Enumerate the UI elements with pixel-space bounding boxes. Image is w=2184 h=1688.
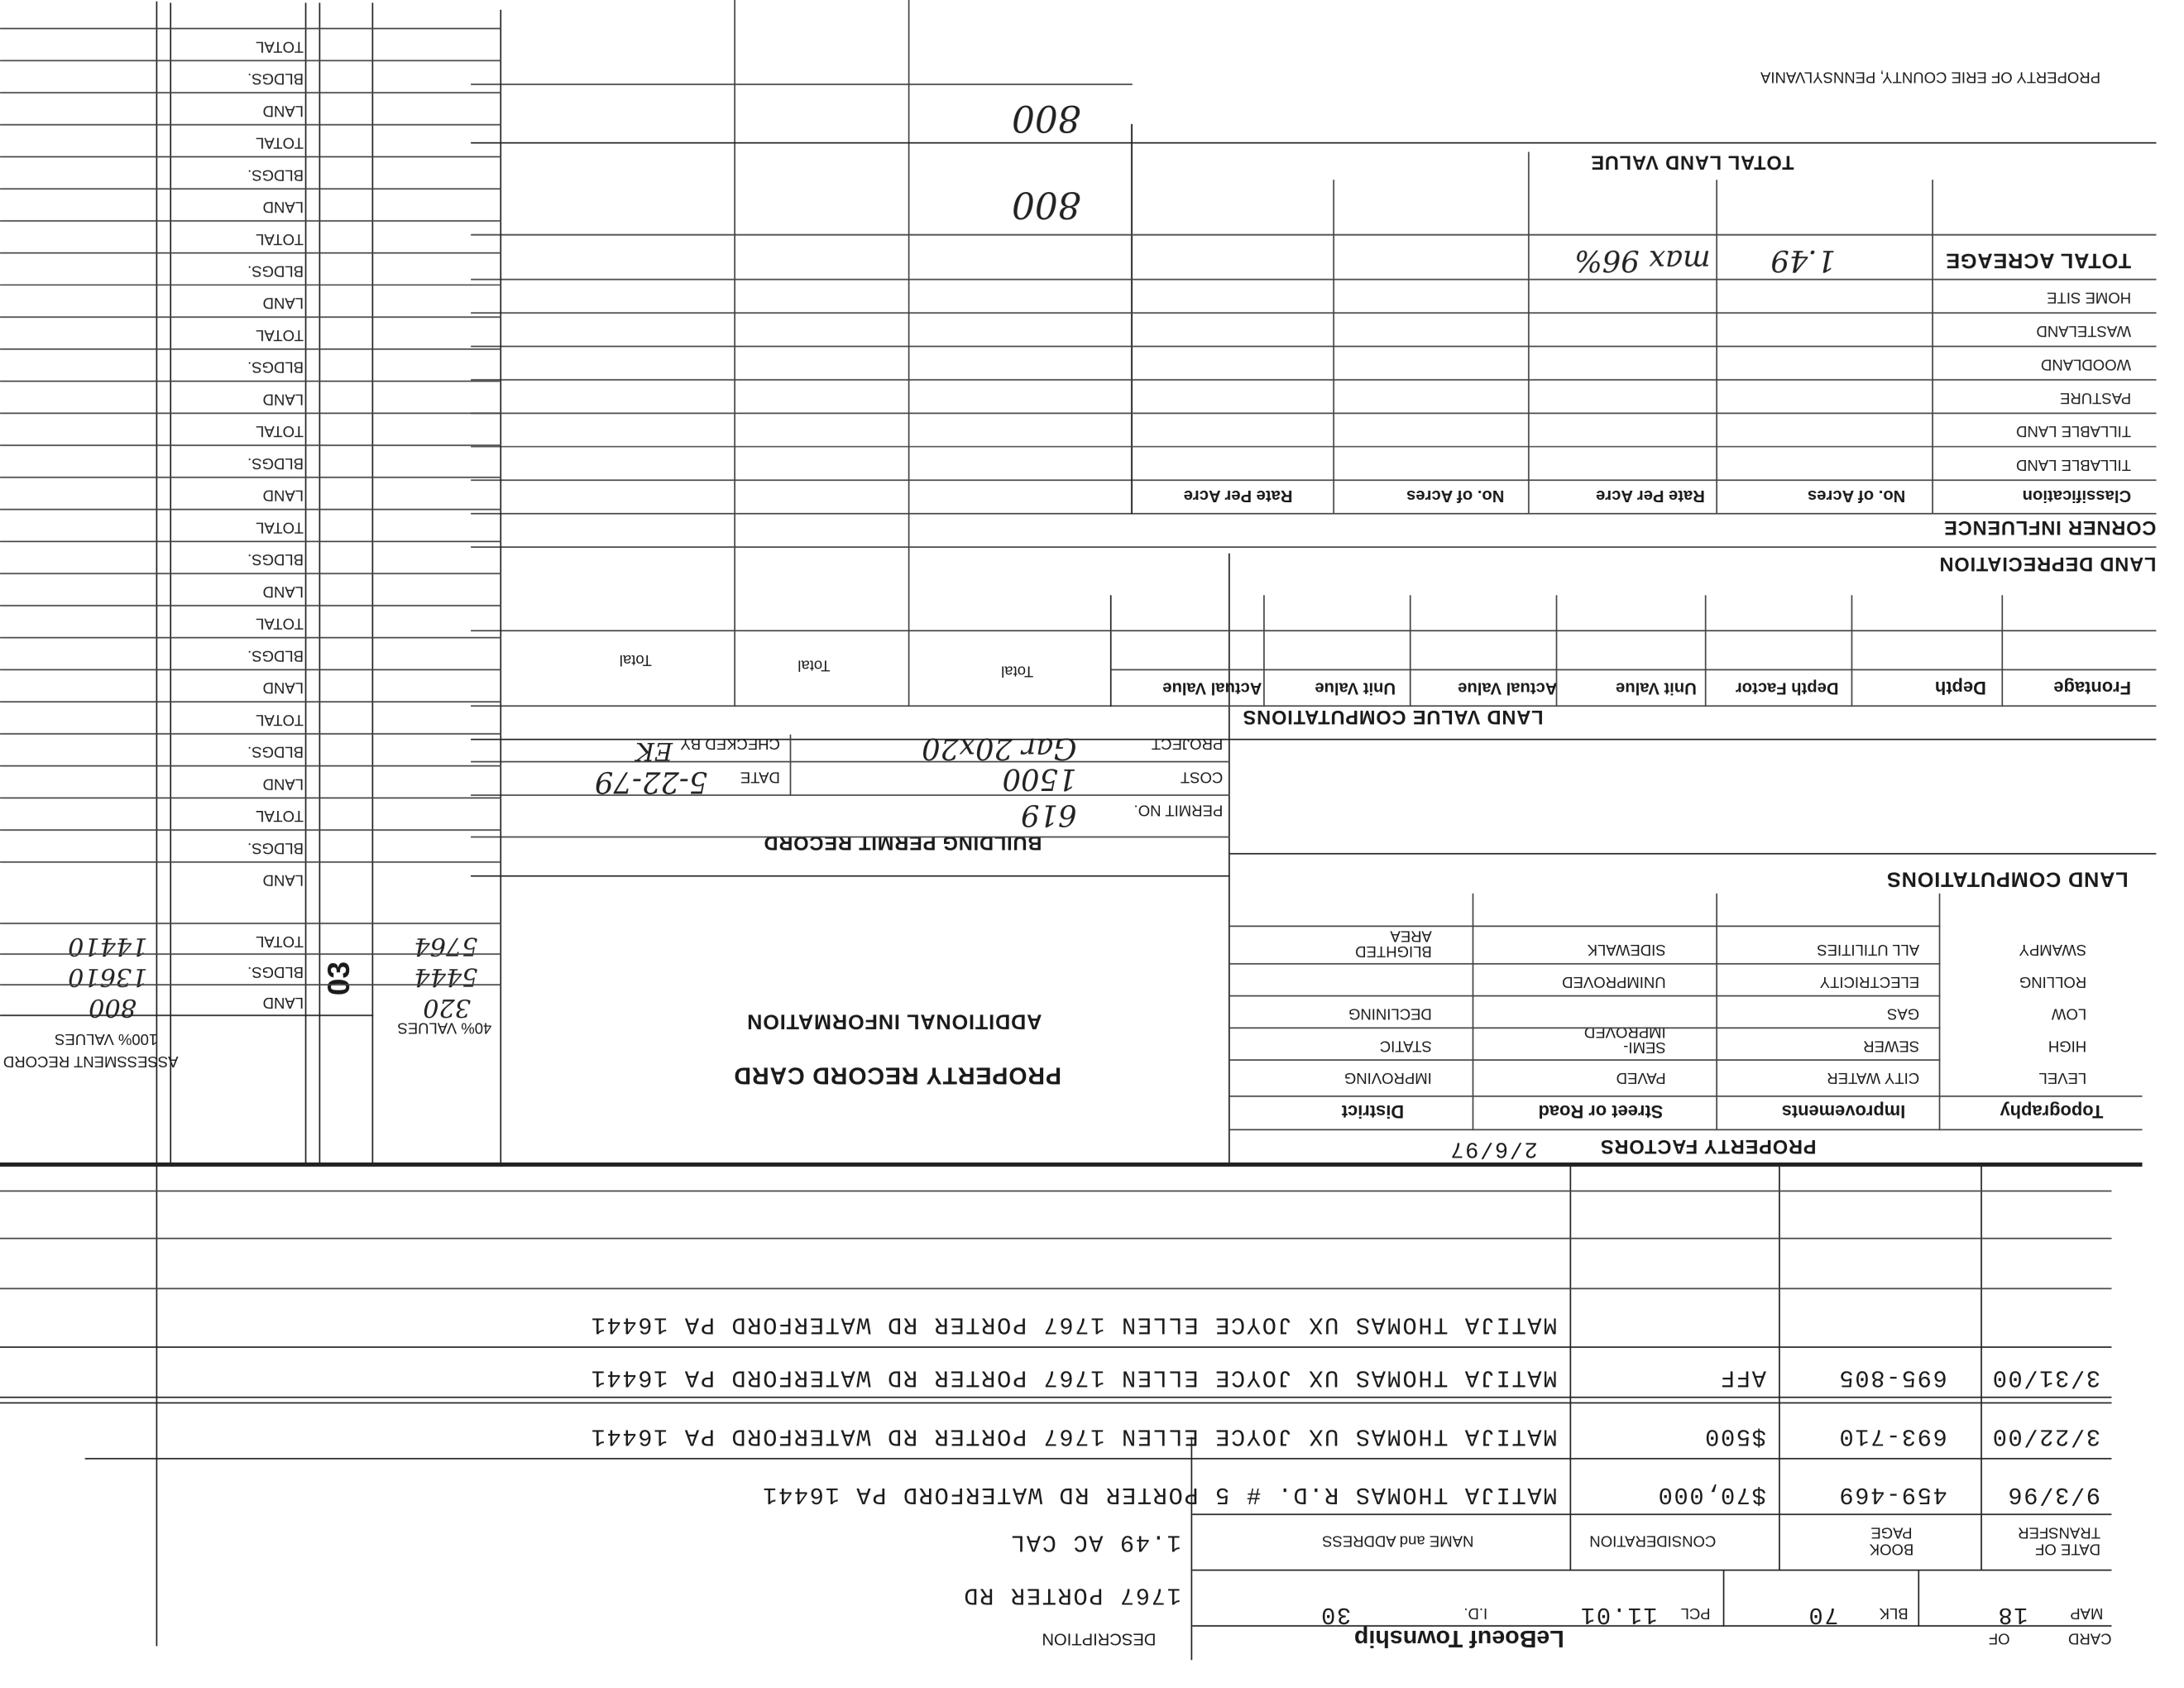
ledger-row-label: TOTAL [256,229,304,247]
street-header: Street or Road [1538,1101,1664,1123]
of-label: OF [1988,1629,2010,1647]
land-value-amount: 800 [1011,96,1081,138]
rule [0,1397,2111,1398]
divider [1570,1167,1572,1571]
map-value: 18 [1996,1599,2028,1627]
improvement-item: GAS [1887,1005,1920,1022]
divider [1410,595,1411,707]
improvement-item: ALL UTILITIES [1817,941,1920,958]
topography-item: LEVEL [2038,1069,2087,1086]
rule [471,446,2156,448]
topography-item: LOW [2051,1005,2087,1022]
rule [1192,1570,2111,1571]
pct100-label: 100% VALUES [55,1029,158,1048]
total-acreage-note: max 96% [1574,243,1711,278]
district-header: District [1341,1101,1405,1123]
rule [0,923,501,924]
rule [1230,1059,1941,1061]
rule [471,630,2156,631]
ledger-rule [0,509,501,511]
ledger-rule [0,60,501,61]
improvement-item: SEWER [1863,1037,1920,1054]
rule [471,84,1133,85]
divider [500,10,501,1167]
ledger-rule [0,733,501,735]
ledger-rule [0,573,501,574]
divider [1723,1571,1725,1626]
total-land-value-label: TOTAL LAND VALUE [1590,151,1794,175]
name-address-header: NAME and ADDRESS [1322,1532,1474,1549]
ledger-row-label: BLDGS. [247,165,304,183]
ledger-rule [0,285,501,286]
property-factors-title: PROPERTY FACTORS [1600,1135,1817,1158]
ledger-row-label: TOTAL [256,37,304,55]
year-marker: 03 [321,961,357,996]
rule [471,794,1230,796]
frontage-header: Frontage [2053,677,2132,698]
date-label: DATE [740,768,780,785]
pct100-value: 13610 [68,961,148,991]
checked-by-value: EK [635,736,673,765]
rule [1230,995,1941,997]
acres-header: No. of Acres [1808,486,1906,506]
rule [471,234,2156,236]
unit-value-header: Unit Value [1315,679,1396,698]
topography-item: ROLLING [2019,972,2087,990]
transfer-date-header: DATE OF TRANSFER [2018,1523,2101,1557]
id-value: 30 [1320,1599,1352,1627]
divider [1918,1571,1919,1626]
rate-header: Rate Per Acre [1183,486,1293,506]
ledger-row-label: BLDGS. [247,70,304,87]
ledger-rule [0,124,501,126]
divider [1716,894,1717,1130]
corner-influence-title: CORNER INFLUENCE [1943,516,2157,539]
description-address: 1767 PORTER RD [962,1580,1181,1608]
property-of-label: PROPERTY OF ERIE COUNTY, PENNSYLVANIA [1760,68,2101,85]
classification-item: TILLABLE LAND [2016,422,2132,439]
ledger-rule [0,348,501,350]
transfer-consideration: $500 [1703,1422,1766,1449]
ledger-rule [0,28,501,30]
total-label: Total [619,650,652,668]
divider [1228,554,1230,1167]
improvement-item: ELECTRICITY [1819,972,1920,990]
ledger-rule [0,541,501,543]
cost-value: 1500 [1002,762,1077,796]
divider [1473,894,1474,1130]
ledger-row-label: LAND [262,870,304,889]
divider [734,0,735,707]
ledger-row-label: TOTAL [256,422,304,439]
ledger-rule [0,798,501,799]
ledger-row-label: BLDGS. [247,550,304,568]
street-item: PAVED [1616,1069,1666,1086]
property-factors-date: 2/6/97 [1449,1135,1538,1162]
depth-header: Depth [1934,677,1986,698]
ledger-rule [0,444,501,446]
rule [471,837,1230,838]
transfer-book-page: 693-710 [1837,1422,1947,1449]
township-name: LeBoeuf Township [1353,1625,1564,1652]
divider [1939,894,1941,1130]
street-item: UNIMPROVED [1562,972,1666,990]
value-row-label: BLDGS. [247,962,304,981]
classification-item: TILLABLE LAND [2016,455,2132,473]
ledger-rule [0,188,501,189]
rate-header: Rate Per Acre [1596,486,1705,506]
pct40-label: 40% VALUES [397,1019,492,1036]
topography-item: SWAMPY [2019,941,2087,958]
classification-item: WOODLAND [2040,355,2132,372]
ledger-row-label: TOTAL [256,518,304,535]
actual-value-header: Actual Value [1458,679,1558,698]
ledger-row-label: TOTAL [256,133,304,151]
depth-factor-header: Depth Factor [1735,679,1839,698]
divider [1110,595,1112,707]
transfer-name-address: MATIJA THOMAS UX JOYCE ELLEN 1767 PORTER RD WATERFORD PA 16441 [590,1363,1558,1390]
ledger-row-label: BLDGS. [247,357,304,376]
land-computations-title: LAND COMPUTATIONS [1886,866,2129,891]
transfer-name-address: MATIJA THOMAS UX JOYCE ELLEN 1767 PORTER RD WATERFORD PA 16441 [590,1310,1558,1337]
divider [1705,595,1707,707]
ledger-row-label: TOTAL [256,711,304,728]
rule [1230,926,1941,928]
ledger-rule [0,861,501,863]
land-value-computations-title: LAND VALUE COMPUTATIONS [1242,707,1544,729]
transfer-consideration: $70,000 [1656,1479,1766,1507]
transfer-book-page: 459-469 [1837,1479,1947,1507]
cost-label: COST [1180,768,1224,785]
rule [0,1403,2111,1404]
rule [1112,669,2157,671]
rule [471,312,2156,314]
rule [1230,853,2157,855]
ledger-rule [0,605,501,607]
total-acreage-label: TOTAL ACREAGE [1945,247,2132,272]
transfer-name-address: MATIJA THOMAS R.D. # 5 PORTER RD WATERFORD PA 16441 [761,1479,1558,1507]
rule [1230,1027,1941,1029]
total-label: Total [1001,662,1034,679]
divider [1851,595,1853,707]
divider [372,2,374,1167]
unit-value-header: Unit Value [1616,679,1697,698]
divider [1263,595,1265,707]
divider [319,2,321,1167]
rule [471,705,2156,707]
ledger-rule [0,156,501,158]
rule [85,1458,2112,1460]
rule [0,1288,2111,1289]
total-acreage-value: 1.49 [1770,243,1837,278]
ledger-rule [0,413,501,415]
ledger-row-label: BLDGS. [247,646,304,664]
ledger-row-label: BLDGS. [247,454,304,472]
improvements-header: Improvements [1781,1101,1906,1123]
classification-item: HOME SITE [2047,288,2132,305]
card-title: PROPERTY RECORD CARD [733,1062,1061,1089]
transfer-book-page: 695-805 [1837,1363,1947,1390]
ledger-row-label: LAND [262,198,304,215]
rule [1230,1096,2143,1097]
assessment-record-label: ASSESSMENT RECORD [2,1052,179,1070]
pct40-value: 5444 [414,961,478,991]
actual-value-header: Actual Value [1162,679,1262,698]
rule [0,1346,2111,1348]
permit-no-value: 619 [1020,798,1077,832]
ledger-rule [0,316,501,318]
ledger-rule [0,637,501,639]
acres-header: No. of Acres [1406,486,1505,506]
blk-label: BLK [1879,1604,1909,1622]
pcl-value: 11.01 [1579,1599,1658,1627]
street-item: SIDEWALK [1587,941,1666,958]
rule [471,479,2156,481]
divider [790,735,792,796]
transfer-date: 3/31/00 [1990,1363,2101,1390]
improvement-item: CITY WATER [1827,1069,1920,1086]
blk-value: 70 [1807,1599,1839,1627]
checked-by-label: CHECKED BY [680,734,780,751]
building-permit-title: BUILDING PERMIT RECORD [763,832,1042,855]
divider [1191,1437,1193,1661]
card-label: CARD [2068,1629,2112,1647]
ledger-row-label: TOTAL [256,326,304,343]
rule [471,279,2156,281]
description-label: DESCRIPTION [1042,1629,1157,1649]
map-label: MAP [2070,1604,2104,1622]
divider [908,0,910,707]
id-label: I.D. [1463,1604,1488,1622]
pct40-value: 320 [423,992,472,1022]
pct100-value: 800 [89,992,137,1022]
rule [1192,1513,2111,1515]
date-value: 5-22-79 [594,765,708,799]
rule [0,1238,2111,1240]
district-item: BLIGHTED AREA [1355,927,1432,959]
value-row-label: LAND [262,994,304,1011]
ledger-row-label: LAND [262,486,304,504]
district-item: IMPROVING [1343,1069,1432,1086]
divider [170,2,171,1167]
rule [471,546,2156,548]
ledger-row-label: LAND [262,390,304,407]
rule [0,1191,2111,1192]
rule [471,142,2156,144]
section-rule [0,1163,2143,1167]
street-item: SEMI-IMPROVED [1583,1023,1666,1056]
ledger-row-label: LAND [262,774,304,792]
land-value-amount: 800 [1011,182,1081,225]
ledger-row-label: TOTAL [256,807,304,824]
description-acreage: 1.49 AC CAL [1009,1527,1181,1555]
district-item: DECLINING [1348,1005,1432,1022]
additional-info-title: ADDITIONAL INFORMATION [746,1009,1042,1033]
rule [471,513,2156,515]
transfer-date: 9/3/96 [2006,1479,2101,1507]
divider [1779,1167,1780,1571]
transfer-name-address: MATIJA THOMAS UX JOYCE ELLEN 1767 PORTER RD WATERFORD PA 16441 [590,1422,1558,1449]
ledger-rule [0,765,501,767]
classification-header: Classification [2022,486,2132,506]
ledger-rule [0,701,501,703]
topography-item: HIGH [2048,1037,2087,1054]
ledger-rule [0,381,501,382]
ledger-rule [0,92,501,94]
project-value: Gar 20x20 [922,731,1077,765]
ledger-row-label: LAND [262,583,304,600]
rule [0,1014,373,1016]
ledger-row-label: LAND [262,679,304,696]
ledger-rule [0,252,501,254]
divider [2001,595,2003,707]
rule [1230,1129,2143,1130]
divider [1556,595,1558,707]
value-row-label: TOTAL [256,932,304,950]
book-page-header: BOOK PAGE [1869,1523,1914,1557]
ledger-rule [0,829,501,831]
ledger-row-label: BLDGS. [247,839,304,856]
ledger-row-label: LAND [262,101,304,119]
project-label: PROJECT [1151,734,1224,751]
ledger-rule [0,220,501,222]
land-depreciation-title: LAND DEPRECIATION [1938,553,2157,576]
rule [471,379,2156,381]
ledger-rule [0,477,501,478]
classification-item: PASTURE [2059,388,2132,406]
topography-header: Topography [2000,1101,2104,1123]
divider [1528,152,1530,515]
permit-no-label: PERMIT NO. [1133,801,1224,818]
transfer-date: 3/22/00 [1990,1422,2101,1449]
pcl-label: PCL [1680,1604,1711,1622]
consideration-header: CONSIDERATION [1589,1532,1717,1549]
rule [0,984,501,985]
pct40-value: 5764 [414,931,478,961]
total-label: Total [797,656,831,674]
ledger-row-label: LAND [262,294,304,311]
classification-item: WASTELAND [2036,322,2132,339]
rule [1230,963,1941,965]
rule [471,346,2156,348]
rule [471,413,2156,415]
ledger-row-label: BLDGS. [247,261,304,279]
divider [1980,1167,1982,1571]
transfer-consideration: AFF [1719,1363,1766,1390]
rule [471,761,1230,763]
divider [305,2,307,1167]
ledger-rule [0,669,501,671]
pct100-value: 14410 [68,931,148,961]
card-right-rule [156,2,158,1647]
ledger-row-label: TOTAL [256,614,304,632]
rule [471,875,1230,877]
divider [1131,124,1133,515]
ledger-row-label: BLDGS. [247,742,304,760]
rule [0,953,501,955]
district-item: STATIC [1379,1037,1432,1054]
